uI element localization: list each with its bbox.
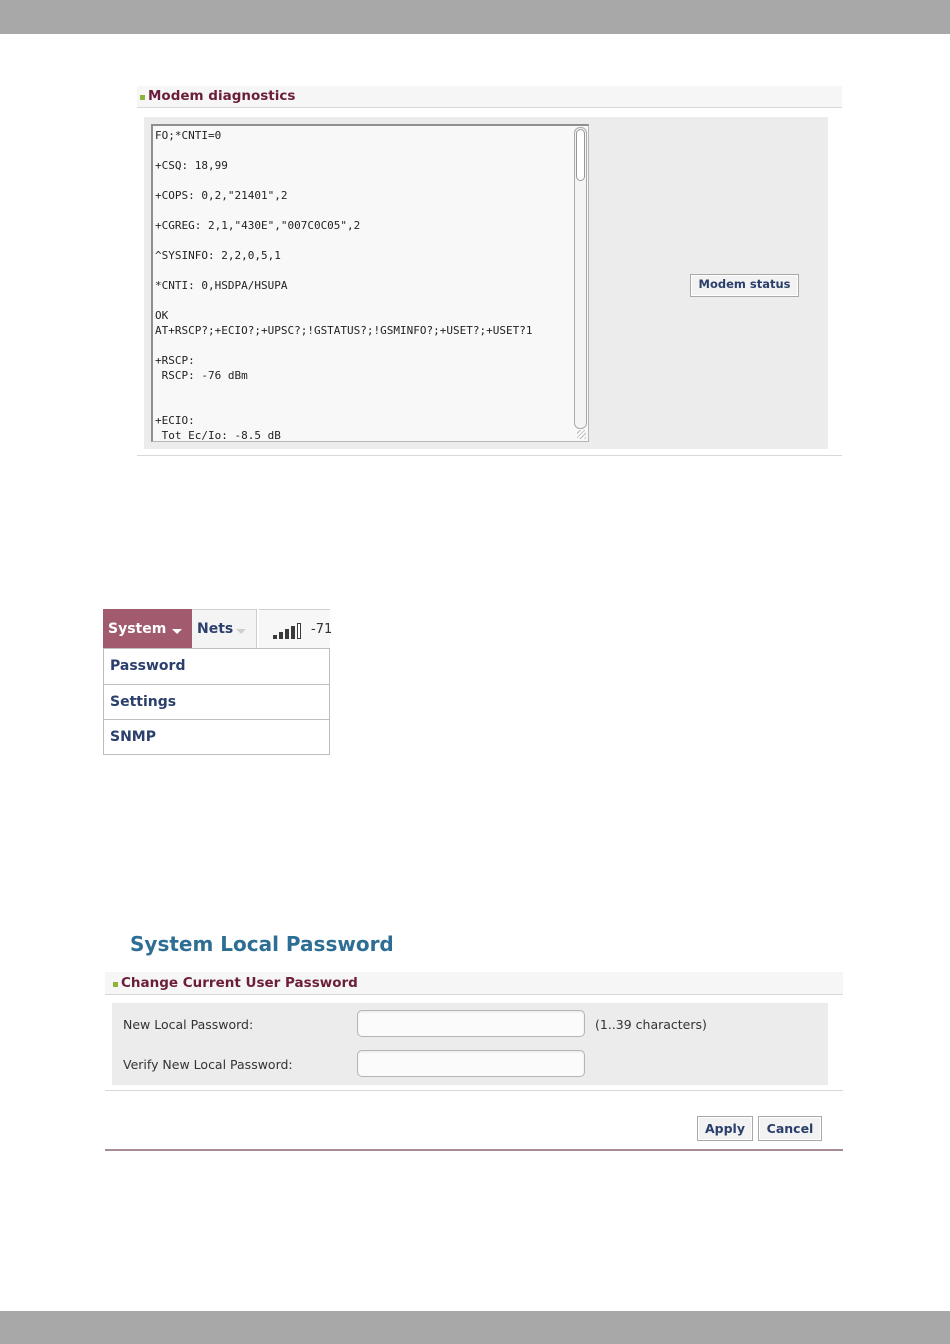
signal-indicator[interactable] (259, 609, 333, 649)
tab-nets[interactable] (192, 609, 257, 649)
section-header (137, 86, 842, 108)
textarea-scrollbar[interactable] (574, 127, 587, 429)
diagnostics-output-text: FO;*CNTI=0 +CSQ: 18,99 +COPS: 0,2,"21401",2 +CGREG: 2,1,"430E","007C0C05",2 ^SYSINFO: 2,2,0,5,1 *CNTI: 0,HSDPA/HSUPA OK AT+RSCP?;+ECIO?;+UPSC?;!GSTATUS?;!GSMINFO?;+USET?;+USET?1 +RSCP: RSCP: -76 dBm +ECIO: Tot Ec/Io: -8.5 dB (155, 129, 533, 442)
navigation-menu (103, 609, 333, 753)
menu-item-password[interactable] (104, 649, 329, 684)
dropdown-arrow-icon (172, 629, 182, 634)
signal-value: -71 (311, 622, 333, 637)
signal-strength-icon (273, 623, 305, 639)
menu-item-label: Password (110, 658, 186, 674)
top-bar (0, 0, 950, 34)
section-title: Modem diagnostics (148, 88, 296, 104)
section-divider (105, 1090, 843, 1091)
section-header (105, 972, 843, 995)
page-title: System Local Password (130, 932, 394, 956)
page-bottom-rule (105, 1149, 843, 1151)
menu-item-label: SNMP (110, 729, 156, 745)
bottom-bar (0, 1311, 950, 1344)
tab-label: System (108, 621, 167, 637)
password-length-hint: (1..39 characters) (595, 1017, 707, 1032)
menu-item-label: Settings (110, 694, 177, 710)
diagnostics-panel (144, 117, 828, 449)
apply-button[interactable]: Apply (697, 1116, 753, 1141)
dropdown-arrow-icon (236, 629, 246, 634)
tab-label: Nets (197, 621, 234, 637)
menu-item-settings[interactable] (104, 684, 329, 719)
section-divider (137, 455, 842, 456)
new-password-field[interactable] (357, 1010, 585, 1037)
password-form (112, 1003, 828, 1085)
section-title: Change Current User Password (121, 975, 358, 991)
dropdown-menu (103, 648, 330, 755)
tab-system[interactable] (103, 609, 192, 649)
scrollbar-thumb[interactable] (576, 129, 585, 181)
cancel-button[interactable]: Cancel (758, 1116, 822, 1141)
verify-password-field[interactable] (357, 1050, 585, 1077)
bullet-icon (140, 95, 145, 100)
bullet-icon (113, 982, 118, 987)
menu-item-snmp[interactable] (104, 719, 329, 754)
verify-password-label: Verify New Local Password: (123, 1057, 293, 1072)
new-password-label: New Local Password: (123, 1017, 254, 1032)
password-page (105, 930, 843, 1155)
diagnostics-output-textarea[interactable] (151, 124, 589, 442)
modem-status-button[interactable]: Modem status (690, 274, 799, 297)
modem-diagnostics-section (137, 86, 842, 456)
resize-grip-icon[interactable] (577, 430, 586, 439)
